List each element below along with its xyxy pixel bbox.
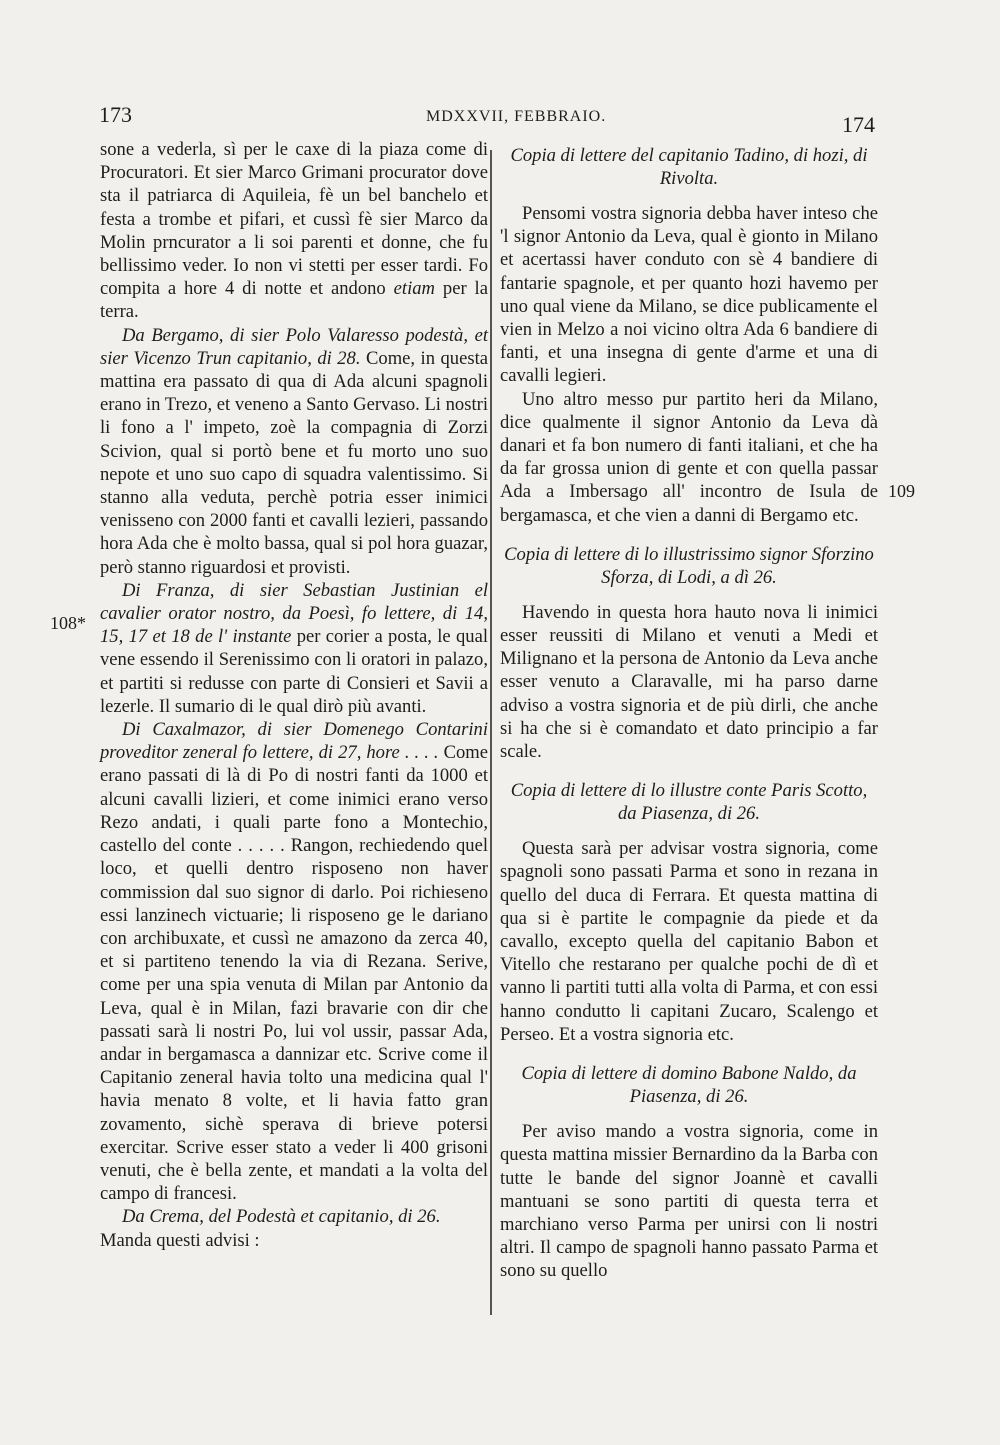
paragraph — [100, 579, 488, 718]
page-header — [96, 102, 875, 142]
italic-word: etiam — [393, 278, 435, 300]
page-number-left: 173 — [99, 102, 132, 127]
paragraph-text: sone a vederla, sì per le caxe di la piaza come di Procuratori. Et sier Marco Grimani procurator dove sta il patriarca di Aquileia, fè un bel banchelo et festa a trombe et pifari, et cussì fè sier Marco da Molin prncurator a li soi parenti et donne, che fu bellissimo veder. Io non vi stetti per esser tardi. Fo compita a hore 4 di notte et andono — [100, 139, 488, 300]
dispatch-heading: Di Franza, di sier Sebastian Justinian el cavalier orator nostro, da Poesì, fo lettere, di 14, 15, 17 et 18 de l' instante — [100, 579, 488, 648]
dispatch-heading: Da Bergamo, di sier Polo Valaresso podestà, et sier Vicenzo Trun capitanio, di 28. — [100, 324, 488, 369]
dispatch-heading: Da Crema, del Podestà et capitanio, di 26. — [122, 1206, 441, 1228]
paragraph-text: per la terra. — [100, 278, 488, 323]
paragraph — [100, 718, 488, 1205]
paragraph: Uno altro messo pur partito heri da Milano, dice qualmente il signor Antonio da Leva dà danari et fa bon numero di fanti italiani, et che ha da far grossa union di gente et con quella passar Ada a Imbersago all' incontro de Isula de bergamasca, et che vien a danni di Bergamo etc. — [500, 388, 878, 526]
paragraph-text: Come, in questa mattina era passato di qua di Ada alcuni spagnoli erano in Trezo, et veneno a Santo Gervaso. Li nostri li fono a l' impeto, zoè la compagnia di Zorzi Scivion, qual si portò bene et fu morto uno suo nepote et uno suo capo di squadra valentissimo. Si stanno alla veduta, perchè potria esser inimici venisseno con 2000 fanti et cavalli lezieri, passando hora Ada che è molto bassa, qual si pol hora guazar, però stanno riguardosi et provisti. — [100, 347, 488, 578]
paragraph — [100, 138, 488, 324]
paragraph: Havendo in questa hora hauto nova li inimici esser reussiti di Milano et venuti a Medi et Milignano et la persona de Antonio da Leva anche esser venuto a Claravalle, mi ha parso darne adviso a vostra signoria et de più dirli, che anche si ha che si è comandato et dato principio a far scale. — [500, 601, 878, 763]
paragraph-text: per corier a posta, le qual vene essendo il Serenissimo con li oratori in palazo, et partiti si redusse con parte di Consieri et Savii a lezerle. Il sumario di le qual dirò più avanti. — [100, 626, 488, 717]
paragraph: Per aviso mando a vostra signoria, come in questa mattina missier Bernardino da la Barba con tutte le bande del signor Joannè et cavalli mantuani se sono partiti di questa terra et marchiano verso Parma per unirsi con li nostri altri. Il campo de spagnoli hanno passato Parma et sono su quello — [500, 1121, 878, 1282]
right-column — [500, 138, 878, 1283]
column-divider — [490, 150, 492, 1315]
page-number-right: 174 — [842, 112, 875, 137]
margin-number-left: 108* — [50, 613, 86, 633]
dispatch-heading: Di Caxalmazor, di sier Domenego Contarini proveditor zeneral fo lettere, di 27, hore . . . . — [100, 719, 488, 764]
running-title: MDXXVII, FEBBRAIO. — [426, 108, 607, 125]
letter-heading: Copia di lettere di lo illustre conte Paris Scotto, da Piasenza, di 26. — [510, 780, 868, 825]
letter-heading: Copia di lettere di domino Babone Naldo, da Piasenza, di 26. — [521, 1063, 857, 1108]
paragraph — [100, 324, 488, 579]
paragraph: Questa sarà per advisar vostra signoria, come spagnoli sono passati Parma et sono in rezana in quello del duca di Ferrara. Et questa mattina di qua si è partite le compagnie da piede et da cavallo, excepto quella del capitanio Babon et Vitello che restarano per qualche pochi de dì et vanno li partiti tutti alla volta di Parma, et con essi hanno condutto li capitani Zucaro, Scalengo et Perseo. Et a vostra signoria etc. — [500, 838, 878, 1045]
paragraph-text: Come erano passati di là di Po di nostri fanti da 1000 et alcuni cavalli lizieri, et come inimici erano verso Rezo andati, i quali parte fono a Montechio, castello del conte . . . . . Rangon, rechiedendo quel loco, et quelli dentro risposeno non haver commission dal suo signor di darlo. Poi richieseno essi lanzinech victuarie; li risposeno ge le dariano con archibuxate, et cussì ne amazono da zerca 40, et si partiteno tenendo la via di Rezana. Serive, come per una spia venuta di Milan par Antonio da Leva, qual è in Milan, fazi bravarie con dir che passati sarà li nostri Po, lui vol ussir, passar Ada, andar in bergamasca a dannizar etc. Scrive come il Capitanio zeneral havia tolto una medicina qual l' havia menato 8 volte, et li havia fatto gran zovamento, sichè sperava di brieve potersi exercitar. Scrive esser stato a veder li 400 grisoni venuti, che è bella zente, et mandati a la volta del campo di francesi. — [100, 742, 488, 1205]
margin-number-right: 109 — [888, 481, 915, 501]
letter-heading: Copia di lettere di lo illustrissimo signor Sforzino Sforza, di Lodi, a dì 26. — [504, 543, 874, 588]
left-column — [100, 138, 488, 1252]
paragraph-text: Manda questi advisi : — [100, 1229, 260, 1251]
letter-heading: Copia di lettere del capitanio Tadino, di hozi, di Rivolta. — [510, 145, 868, 189]
paragraph — [100, 1205, 488, 1251]
paragraph: Pensomi vostra signoria debba haver inteso che 'l signor Antonio da Leva, qual è gionto in Milano et acertassi haver conduto con sè 4 bandiere di fantarie spagnole, et per quanto hozi havemo per uno qual viene da Milano, se dice publicamente el vien in Melzo a noi vicino oltra Ada 6 bandiere di fanti, et una insegna di gente d'arme et una di cavalli legieri. — [500, 203, 878, 387]
